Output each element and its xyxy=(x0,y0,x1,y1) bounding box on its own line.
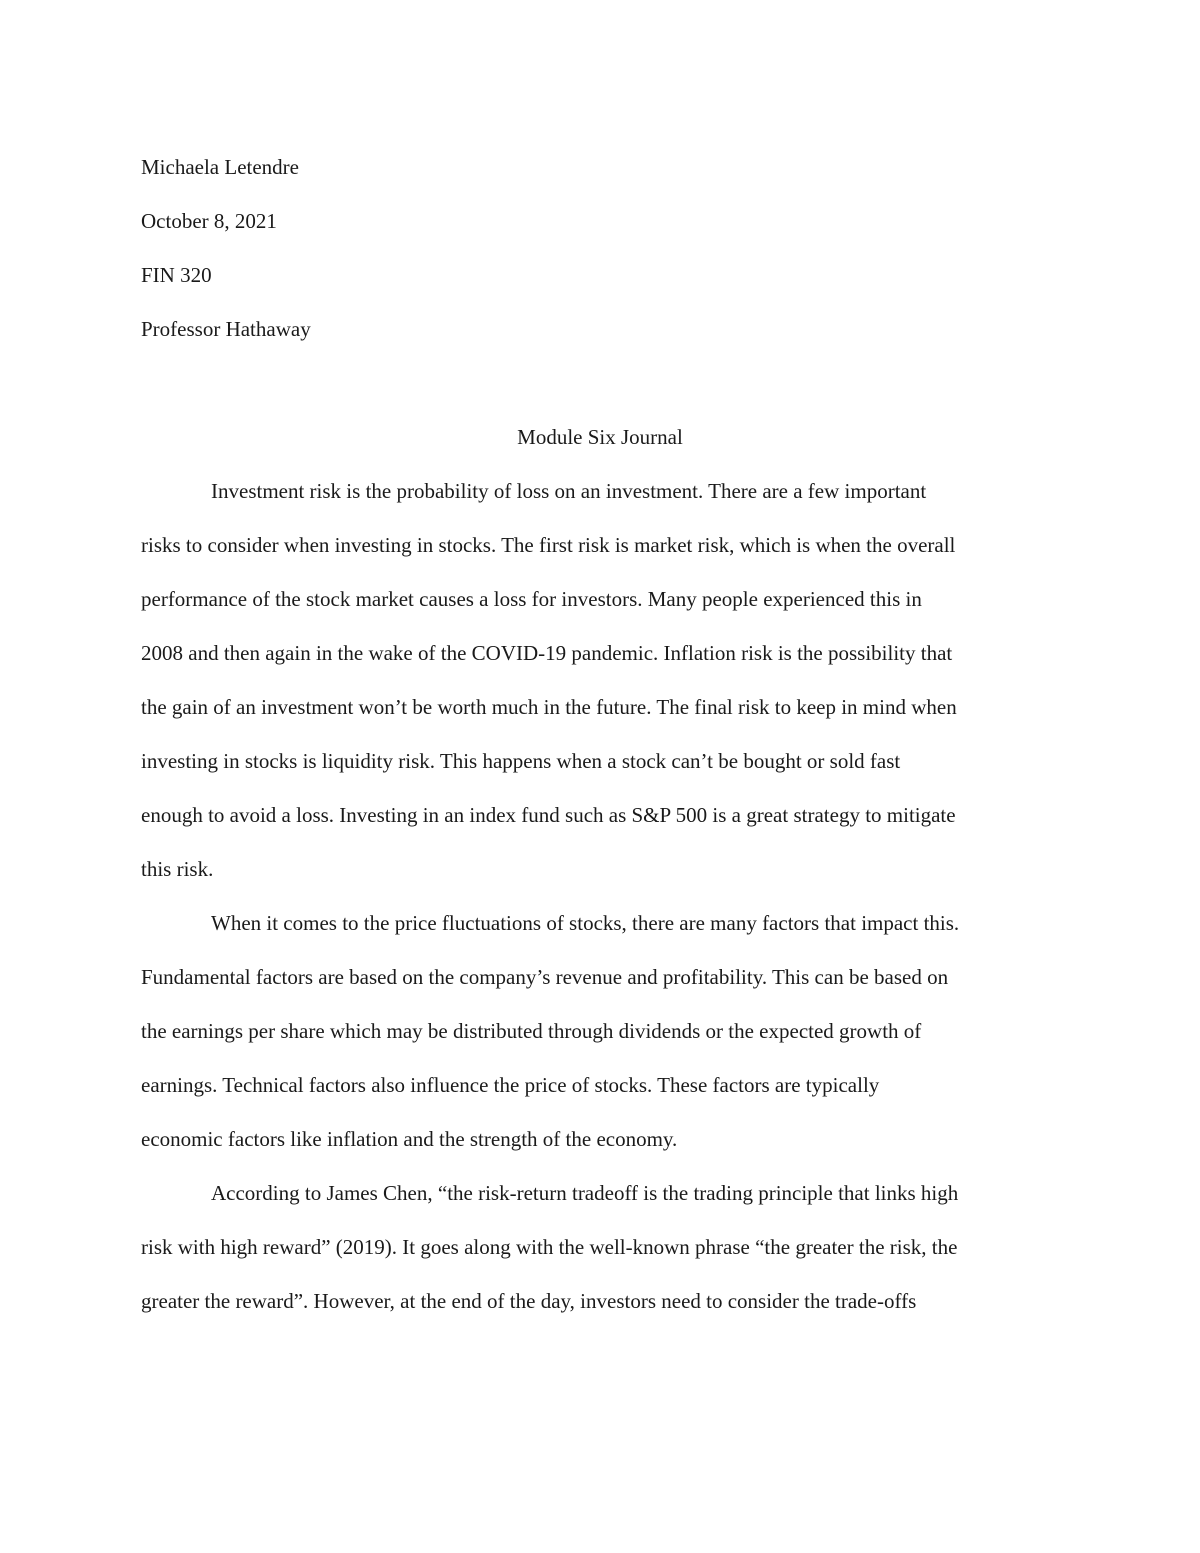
paragraph-line: greater the reward”. However, at the end of the day, investors need to consider the trade-offs xyxy=(141,1289,917,1313)
paragraph-line: 2008 and then again in the wake of the COVID-19 pandemic. Inflation risk is the possibility that xyxy=(141,641,953,665)
header-spacer xyxy=(141,356,1059,410)
paragraph-line: risk with high reward” (2019). It goes along with the well-known phrase “the greater the risk, the xyxy=(141,1235,958,1259)
paragraph-line: risks to consider when investing in stocks. The first risk is market risk, which is when the overall xyxy=(141,533,956,557)
paragraph-line: investing in stocks is liquidity risk. This happens when a stock can’t be bought or sold fast xyxy=(141,749,901,773)
document-date: October 8, 2021 xyxy=(141,209,277,233)
paragraph-line: this risk. xyxy=(141,857,214,881)
document-body xyxy=(141,140,1059,1328)
paragraph-line: earnings. Technical factors also influence the price of stocks. These factors are typically xyxy=(141,1073,880,1097)
paragraph-line: the gain of an investment won’t be worth much in the future. The final risk to keep in mind when xyxy=(141,695,957,719)
document-title: Module Six Journal xyxy=(517,425,683,449)
professor-name: Professor Hathaway xyxy=(141,317,311,341)
paragraph-line: Investment risk is the probability of loss on an investment. There are a few important xyxy=(211,479,927,503)
paragraph-line: According to James Chen, “the risk-return tradeoff is the trading principle that links high xyxy=(211,1181,959,1205)
paragraph-line: enough to avoid a loss. Investing in an index fund such as S&P 500 is a great strategy to mitigate xyxy=(141,803,956,827)
paragraph-line: economic factors like inflation and the strength of the economy. xyxy=(141,1127,678,1151)
paragraph-line: Fundamental factors are based on the company’s revenue and profitability. This can be based on xyxy=(141,965,949,989)
paragraph-risk-return xyxy=(141,1166,1059,1328)
author-name: Michaela Letendre xyxy=(141,155,299,179)
paragraph-line: the earnings per share which may be distributed through dividends or the expected growth of xyxy=(141,1019,922,1043)
paragraph-line: When it comes to the price fluctuations of stocks, there are many factors that impact this. xyxy=(211,911,960,935)
paragraph-price-fluctuations xyxy=(141,896,1059,1166)
course-code: FIN 320 xyxy=(141,263,212,287)
paragraph-investment-risk xyxy=(141,464,1059,896)
paragraph-line: performance of the stock market causes a loss for investors. Many people experienced this in xyxy=(141,587,922,611)
